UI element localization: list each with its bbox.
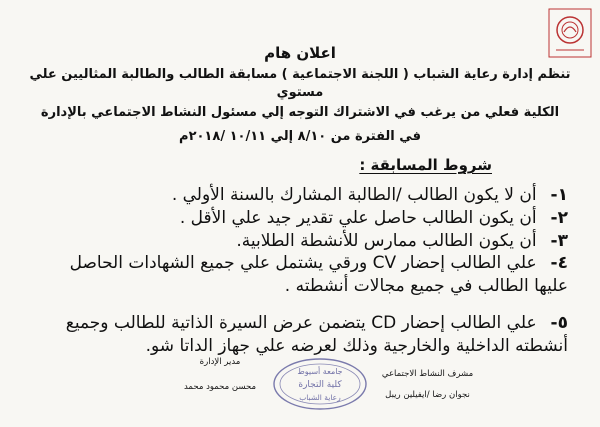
condition-number: ١-	[550, 185, 568, 205]
director-signature-block	[170, 356, 270, 394]
supervisor-name: نجوان رضا /ايفيلين ريبل	[385, 390, 470, 400]
stamp-line-2: كلية التجارة	[298, 380, 342, 390]
director-name: محسن محمود محمد	[183, 382, 257, 392]
stamp-line-1: جامعة أسيوط	[297, 367, 343, 376]
stamp-line-3: رعاية الشباب	[299, 393, 341, 402]
condition-number: ٢-	[550, 208, 568, 228]
condition-item	[40, 252, 568, 298]
condition-text: علي الطالب إحضار CD يتضمن عرض السيرة الذاتية للطالب وجميع أنشطته الداخلية والخارجية وذلك لعرضه علي جهاز الداتا شو.	[65, 313, 568, 356]
announcement-title: اعلان هام	[264, 44, 336, 62]
intro-line-3: في الفترة من ٨/١٠ إلي ١٠/١١ /٢٠١٨م	[179, 129, 421, 144]
intro-line-2: الكلية فعلي من يرغب في الاشتراك التوجه إلي مسئول النشاط الاجتماعي بالإدارة	[40, 105, 560, 120]
intro-line-1: تنظم إدارة رعاية الشباب ( اللجنة الاجتماعية ) مسابقة الطالب والطالبة المثاليين علي مستوي	[29, 67, 571, 100]
supervisor-title: مشرف النشاط الاجتماعي	[381, 369, 474, 379]
condition-number: ٥-	[550, 313, 568, 333]
condition-item	[40, 230, 568, 253]
condition-text: أن يكون الطالب ممارس للأنشطة الطلابية.	[236, 231, 537, 251]
condition-item	[40, 312, 568, 358]
condition-number: ٤-	[550, 253, 568, 273]
supervisor-signature-block	[370, 368, 485, 402]
condition-text: أن لا يكون الطالب /الطالبة المشارك بالسنة الأولي .	[171, 185, 537, 205]
condition-item	[40, 207, 568, 230]
conditions-heading: شروط المسابقة :	[359, 156, 492, 174]
condition-item	[40, 184, 568, 207]
director-title: مدير الإدارة	[199, 357, 241, 367]
faculty-stamp	[270, 356, 370, 412]
condition-number: ٣-	[550, 231, 568, 251]
condition-text: أن يكون الطالب حاصل علي تقدير جيد علي الأقل .	[179, 208, 537, 228]
condition-text: علي الطالب إحضار CV ورقي يشتمل علي جميع الشهادات الحاصل عليها الطالب في جميع مجالات أنشطته .	[69, 253, 568, 296]
